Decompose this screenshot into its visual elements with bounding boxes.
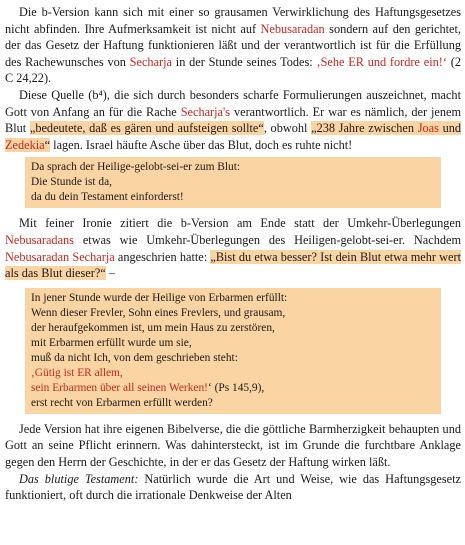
name-highlight: Nebusaradan Secharja (5, 249, 115, 264)
quote-highlight: „bedeutete, daß es gären und aufsteigen sollte“ (29, 121, 264, 136)
block-quote-2: In jener Stunde wurde der Heilige von Erbarmen erfüllt: Wenn dieser Frevler, Sohn eines Frevlers, und grausam, der heraufgekommen ist, um mein Haus zu zerstören, mit Erbarmen erfüllt wurde um sie, muß da nicht Ich, von dem geschrieben steht: ‚Gütig ist ER allem, sein Erbarmen über all seinen Werken!‘ (Ps 145,9), erst recht von Erbarmen erfüllt werden? (25, 288, 441, 414)
block-quote-1: Da sprach der Heilige-gelobt-sei-er zum Blut: Die Stunde ist da, da du dein Testament einforderst! (25, 157, 441, 208)
section-heading-inline: Das blutige Testament: (19, 471, 139, 486)
paragraph-1: Die b-Version kann sich mit einer so grausamen Verwirklichung des Haftungsgesetzes nicht abfinden. Ihre Aufmerksamkeit ist nicht auf Nebusaradan sondern auf den gerichtet, der das Gesetz der Haftung funktionieren läßt und der verantwortlich ist für die Erfüllung des Rachewunsches von Secharja in der Stunde seines Todes: ‚Sehe ER und fordre ein!‘ (2 C 24,22). (5, 5, 461, 86)
name-highlight: Secharja (129, 54, 173, 69)
paragraph-2: Diese Quelle (b⁴), die sich durch besonders scharfe Formulierungen auszeichnet, macht Gott von Anfang an für die Rache Secharja's verantwortlich. Er war es nämlich, der jenem Blut „bedeutete, daß es gären und aufsteigen sollte“, obwohl „238 Jahre zwischen Joas und Zedekia“ lagen. Israel häufte Asche über das Blut, doch es ruhte nicht! (5, 87, 462, 152)
quote-highlight: ‚Sehe ER und fordre ein!‘ (316, 54, 447, 69)
paragraph-3: Mit feiner Ironie zitiert die b-Version am Ende statt der Umkehr-Überlegungen Nebusaradans etwas wie Umkehr-Überlegungen des Heiligen-gelobt-sei-er. Nachdem Nebusaradan Secharja angeschrien hatte: „Bist du etwa besser? Ist dein Blut etwa mehr wert als das Blut dieser?“ – (5, 216, 462, 281)
name-highlight: Secharja's (180, 104, 231, 119)
quote-highlight: „Bist du etwa besser? Ist dein Blut etwa mehr wert als das Blut dieser?“ (5, 249, 462, 281)
name-highlight: Nebusaradan (260, 21, 325, 36)
paragraph-4: Jede Version hat ihre eigenen Bibelverse, die die göttliche Barmherzigkeit behaupten und Gott an seine Pflicht erinnern. Was dahintersteckt, ist im Grunde die furchtbare Anklage gegen den Herrn der Geschichte, in der er das Gesetz der Haftung wirken läßt. (5, 421, 461, 469)
name-highlight: Nebusaradans (5, 232, 74, 247)
quote-highlight: „238 Jahre zwischen Joas und Zedekia“ (5, 121, 462, 152)
paragraph-5: Das blutige Testament: Natürlich wurde die Art und Weise, wie das Haftungsgesetz funktioniert, oft durch die irrationale Denkweise der Alten (5, 471, 461, 503)
